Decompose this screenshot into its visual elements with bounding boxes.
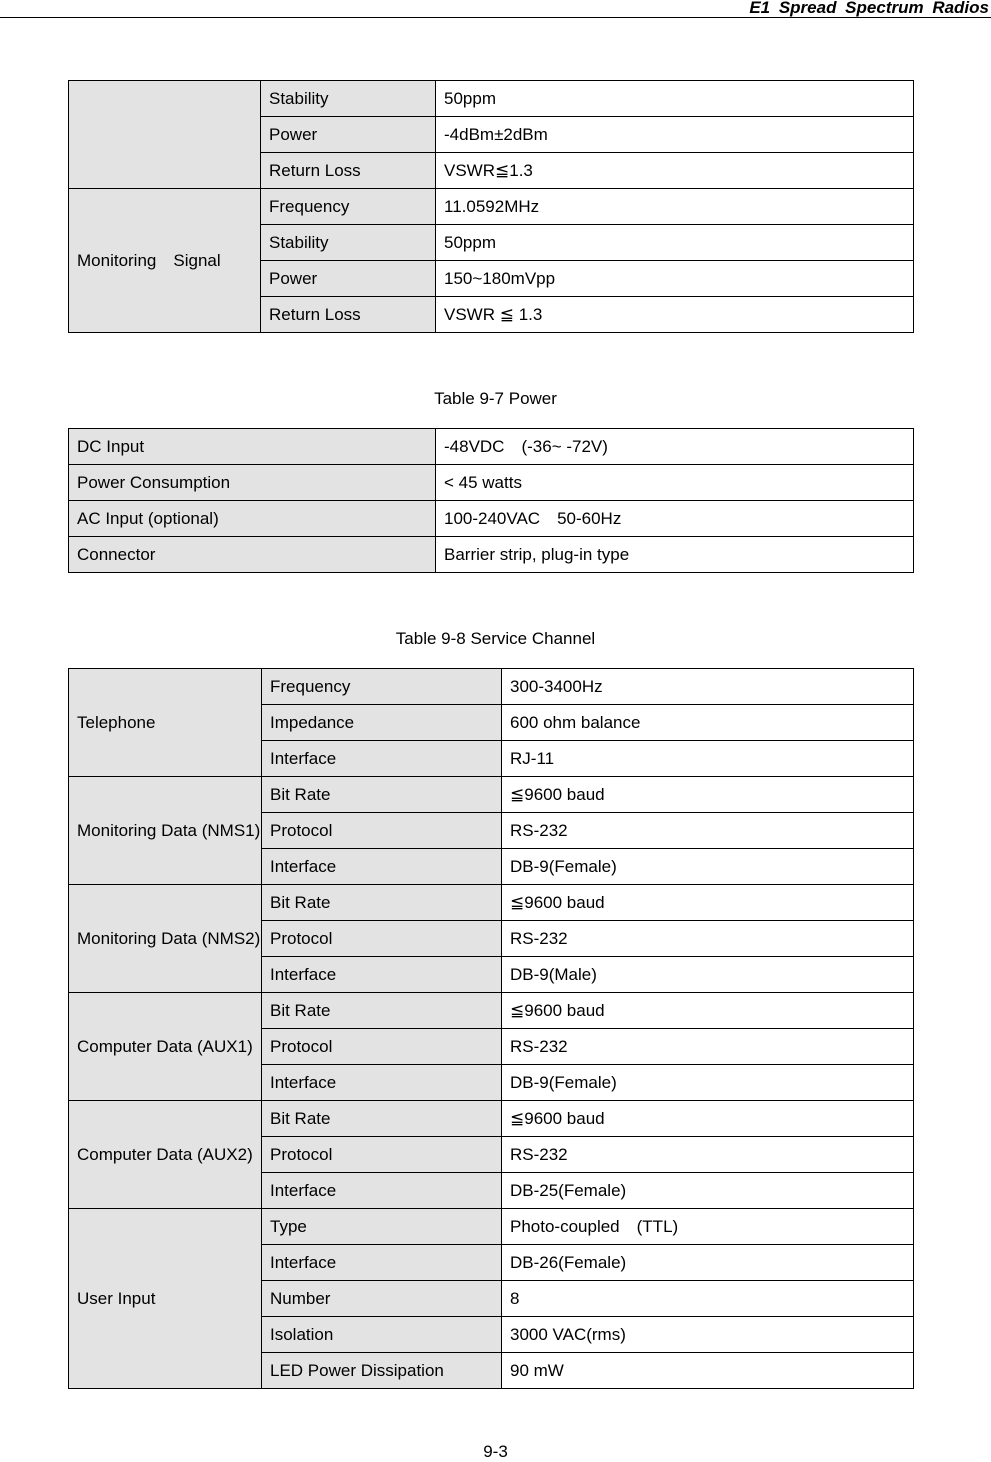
table-row [69,1209,914,1245]
value-cell: ≦9600 baud [502,993,914,1029]
table-row [69,501,914,537]
group-label: Telephone [69,669,262,777]
table-row [69,189,914,225]
param-cell: Protocol [262,1137,502,1173]
value-cell: DB-25(Female) [502,1173,914,1209]
value-cell: 100-240VAC 50-60Hz [436,501,914,537]
value-cell: VSWR≦1.3 [436,153,914,189]
value-cell: VSWR ≦ 1.3 [436,297,914,333]
group-label: Computer Data (AUX1) [69,993,262,1101]
value-cell: 90 mW [502,1353,914,1389]
value-cell: RS-232 [502,1029,914,1065]
param-cell: Frequency [261,189,436,225]
group-label: Monitoring Data (NMS1) [69,777,262,885]
param-cell: Interface [262,849,502,885]
group-label [69,81,261,189]
value-cell: DB-9(Female) [502,1065,914,1101]
value-cell: 150~180mVpp [436,261,914,297]
param-cell: AC Input (optional) [69,501,436,537]
param-cell: Bit Rate [262,1101,502,1137]
value-cell: 300-3400Hz [502,669,914,705]
table-row [69,429,914,465]
param-cell: Power Consumption [69,465,436,501]
param-cell: Protocol [262,921,502,957]
value-cell: DB-9(Female) [502,849,914,885]
param-cell: Stability [261,81,436,117]
value-cell: ≦9600 baud [502,1101,914,1137]
value-cell: DB-26(Female) [502,1245,914,1281]
value-cell: 11.0592MHz [436,189,914,225]
value-cell: 50ppm [436,225,914,261]
table-caption-service: Table 9-8 Service Channel [395,629,596,648]
table-row [69,885,914,921]
param-cell: Type [262,1209,502,1245]
param-cell: Number [262,1281,502,1317]
param-cell: Frequency [262,669,502,705]
power-table [68,428,914,573]
value-cell: -4dBm±2dBm [436,117,914,153]
param-cell: Impedance [262,705,502,741]
table-row [69,537,914,573]
param-cell: Interface [262,1245,502,1281]
group-label: User Input [69,1209,262,1389]
value-cell: 50ppm [436,81,914,117]
value-cell: ≦9600 baud [502,777,914,813]
table-row [69,993,914,1029]
group-label: Monitoring Signal [69,189,261,333]
service-channel-table [68,668,914,1389]
value-cell: 8 [502,1281,914,1317]
param-cell: LED Power Dissipation [262,1353,502,1389]
value-cell: Barrier strip, plug-in type [436,537,914,573]
param-cell: Isolation [262,1317,502,1353]
value-cell: 600 ohm balance [502,705,914,741]
param-cell: Bit Rate [262,777,502,813]
value-cell: DB-9(Male) [502,957,914,993]
value-cell: Photo-coupled (TTL) [502,1209,914,1245]
value-cell: ≦9600 baud [502,885,914,921]
param-cell: Connector [69,537,436,573]
param-cell: Interface [262,741,502,777]
page-header [0,0,991,18]
param-cell: Stability [261,225,436,261]
table-row [69,669,914,705]
page-number: 9-3 [483,1442,508,1461]
param-cell: Interface [262,1065,502,1101]
document-title: E1 Spread Spectrum Radios [749,0,989,17]
value-cell: RS-232 [502,813,914,849]
table-row [69,1101,914,1137]
table-row [69,777,914,813]
table-caption-power: Table 9-7 Power [434,389,557,408]
param-cell: Interface [262,957,502,993]
param-cell: Bit Rate [262,885,502,921]
value-cell: 3000 VAC(rms) [502,1317,914,1353]
param-cell: Protocol [262,813,502,849]
value-cell: RJ-11 [502,741,914,777]
value-cell: RS-232 [502,921,914,957]
param-cell: Interface [262,1173,502,1209]
param-cell: Power [261,117,436,153]
param-cell: Return Loss [261,297,436,333]
param-cell: Power [261,261,436,297]
spec-table-top [68,80,914,333]
param-cell: Bit Rate [262,993,502,1029]
group-label: Computer Data (AUX2) [69,1101,262,1209]
param-cell: DC Input [69,429,436,465]
param-cell: Return Loss [261,153,436,189]
table-row [69,81,914,117]
table-row [69,465,914,501]
value-cell: RS-232 [502,1137,914,1173]
value-cell: -48VDC (-36~ -72V) [436,429,914,465]
param-cell: Protocol [262,1029,502,1065]
value-cell: < 45 watts [436,465,914,501]
group-label: Monitoring Data (NMS2) [69,885,262,993]
